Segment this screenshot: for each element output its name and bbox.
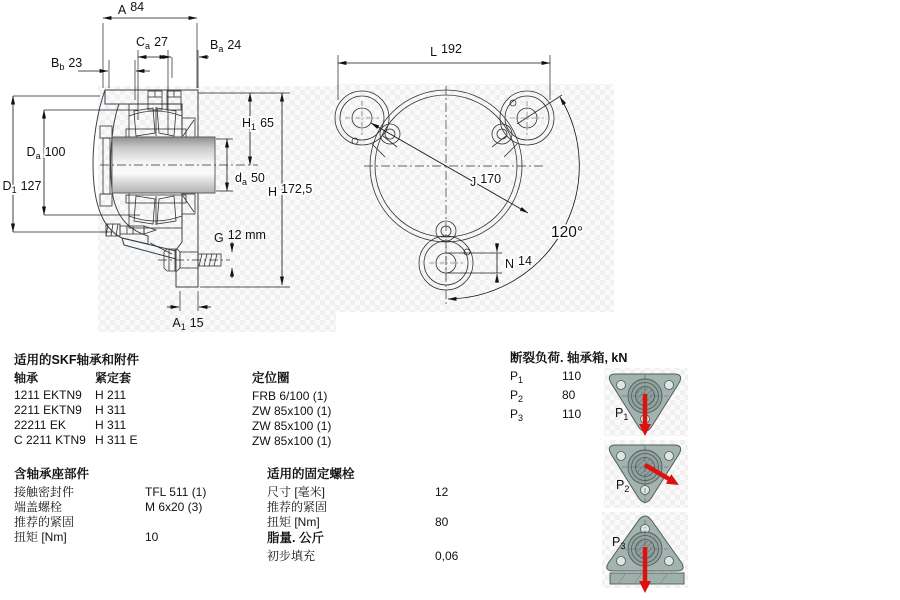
bearings-accessories-section — [14, 353, 139, 448]
section-title: 适用的固定螺栓 — [267, 467, 355, 481]
attachment-bolts-section — [267, 467, 448, 530]
svg-text:L192: L 192 — [430, 42, 462, 59]
load-value: 80 — [562, 388, 576, 402]
load-diagram-p3 — [602, 512, 688, 593]
sleeve-designation: H 311 — [95, 418, 127, 432]
grease-label: 初步填充 — [267, 549, 316, 563]
svg-text:P1: $P_1$ — [615, 406, 629, 422]
load-label: $P_3$ — [510, 407, 524, 423]
svg-text:H172,5: H 172,5 — [268, 182, 313, 199]
load-value: 110 — [562, 369, 582, 383]
svg-text:N14: N 14 — [505, 254, 532, 271]
part-label: 接触密封件 — [14, 485, 75, 499]
section-title: 定位圈 — [252, 371, 290, 385]
bolt-label: 尺寸 [毫米] — [267, 485, 326, 499]
bolt-value: 80 — [435, 515, 449, 529]
cross-section-drawing — [3, 0, 336, 332]
load-label: $P_1$ — [510, 369, 524, 385]
bearing-designation: 2211 EKTN9 — [14, 403, 82, 417]
drawing-background — [98, 86, 336, 332]
column-header-sleeve: 紧定套 — [95, 371, 132, 385]
svg-text:120°: 120° — [551, 224, 584, 241]
svg-text:da50: $d_a$ 50 — [235, 171, 265, 187]
bearing-designation: 22211 EK — [14, 418, 66, 432]
section-title: 含轴承座部件 — [14, 467, 90, 481]
svg-text:P3: $P_3$ — [612, 535, 626, 551]
bolt-label: 扭矩 [Nm] — [267, 515, 320, 529]
svg-text:D1127: $D_1$ 127 — [2, 179, 42, 195]
front-view-drawing — [335, 42, 614, 312]
part-value: TFL 511 (1) — [145, 485, 207, 499]
svg-text:J170: J 170 — [470, 172, 502, 189]
locating-rings-section — [252, 371, 331, 449]
svg-text:A115: $A_1$ 15 — [172, 316, 204, 332]
bearing-designation: 1211 EKTN9 — [14, 388, 82, 402]
svg-text:A84: A 84 — [117, 0, 145, 17]
housing-parts-section — [14, 467, 206, 545]
load-label: $P_2$ — [510, 388, 524, 404]
svg-text:P2: $P_2$ — [616, 478, 630, 494]
locating-ring: ZW 85x100 (1) — [252, 434, 332, 448]
svg-text:Ba24: $B_a$ 24 — [210, 38, 242, 54]
bolt-value: 12 — [435, 485, 449, 499]
bearing-designation: C 2211 KTN9 — [14, 433, 86, 447]
sleeve-designation: H 311 E — [95, 433, 138, 447]
part-label: 推荐的紧固 — [14, 515, 75, 529]
sleeve-designation: H 311 — [95, 403, 127, 417]
bolt-label: 推荐的紧固 — [267, 500, 328, 514]
part-value: M 6x20 (3) — [145, 500, 203, 514]
svg-text:Bb23: $B_b$ 23 — [51, 56, 83, 72]
section-title: 断裂负荷. 轴承箱, kN — [510, 351, 628, 365]
breaking-loads-section — [510, 351, 627, 426]
load-diagram-p2 — [604, 440, 688, 508]
svg-text:H165: $H_1$ 65 — [242, 116, 274, 132]
svg-text:Da100: $D_a$ 100 — [26, 145, 66, 161]
section-title: 适用的SKF轴承和附件 — [14, 353, 140, 367]
part-value: 10 — [145, 530, 159, 544]
grease-section — [267, 531, 458, 564]
grease-value: 0,06 — [435, 549, 459, 563]
bolt-value — [435, 500, 448, 515]
svg-text:Ca27: $C_a$ 27 — [136, 35, 168, 51]
svg-text:G12 mm: G 12 mm — [214, 228, 266, 245]
bearings-rows — [14, 388, 139, 448]
locating-ring: FRB 6/100 (1) — [252, 389, 328, 403]
sleeve-designation: H 211 — [95, 388, 127, 402]
dim-Ba — [162, 38, 241, 88]
locating-ring: ZW 85x100 (1) — [252, 419, 332, 433]
load-value: 110 — [562, 407, 582, 421]
part-label: 端盖螺栓 — [14, 500, 63, 514]
dim-D1 — [3, 96, 112, 232]
locating-ring: ZW 85x100 (1) — [252, 404, 332, 418]
part-label: 扭矩 [Nm] — [14, 530, 67, 544]
part-value — [145, 515, 206, 530]
section-title: 脂量. 公斤 — [267, 531, 324, 545]
column-header-bearing: 轴承 — [14, 371, 39, 385]
